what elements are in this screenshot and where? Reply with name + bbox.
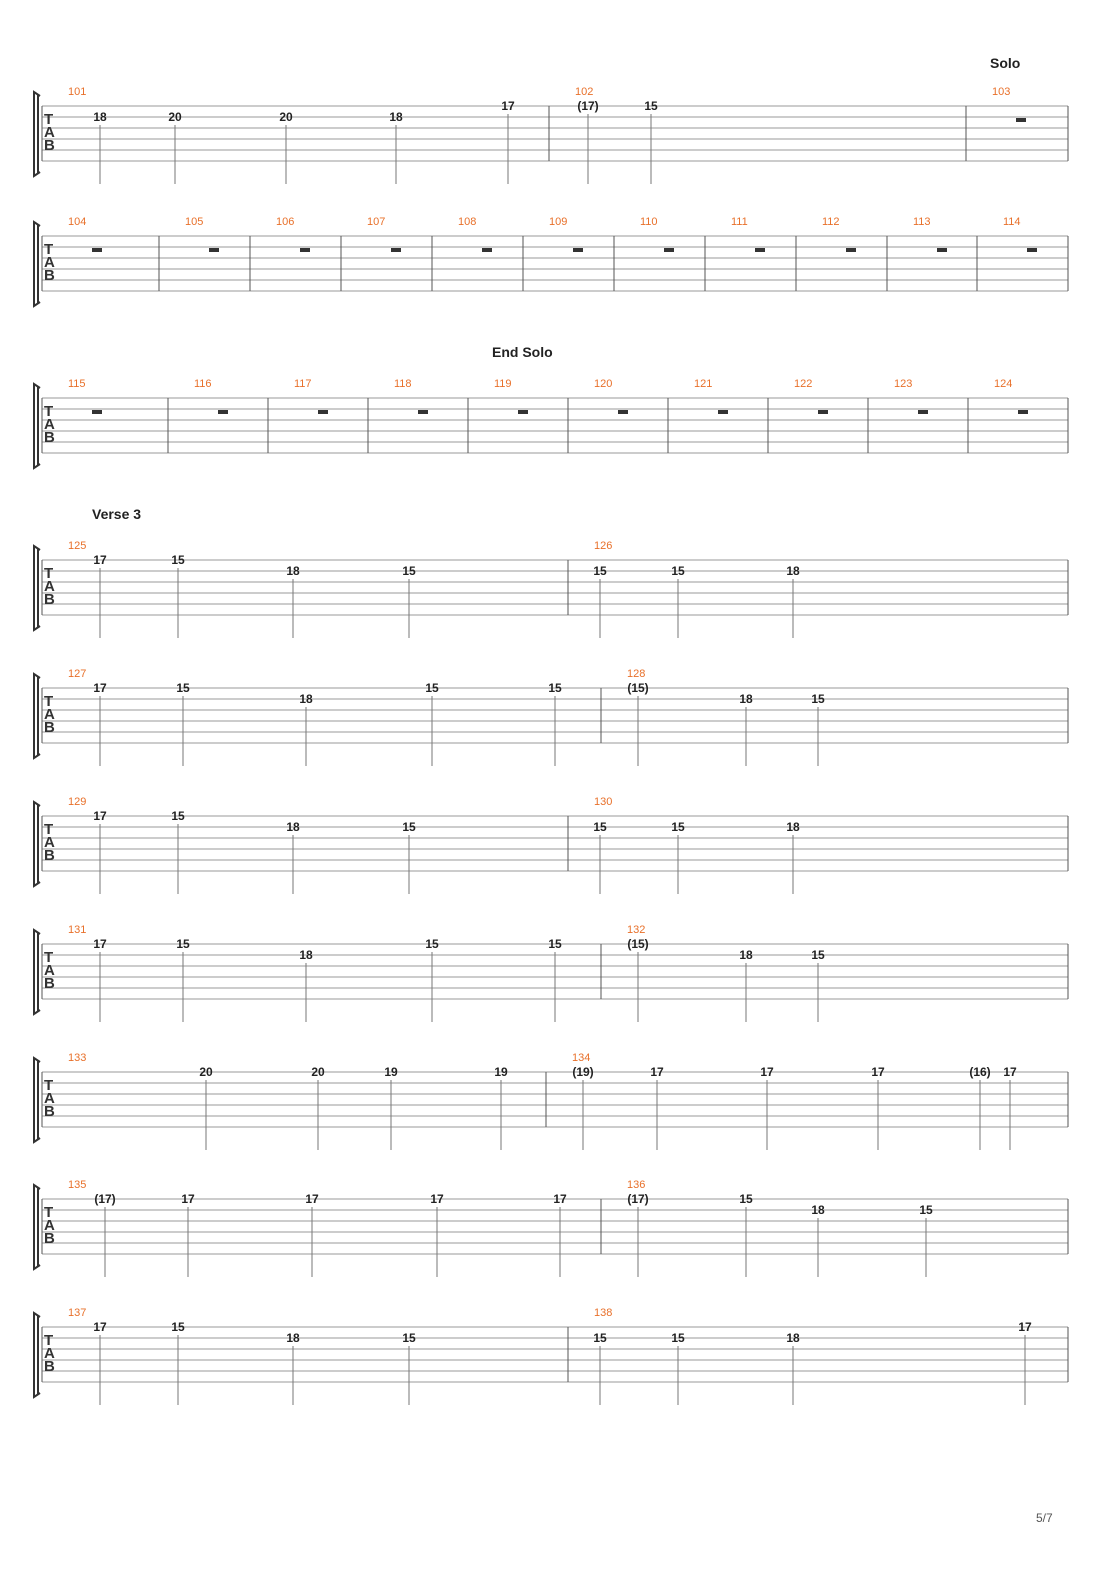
whole-rest — [755, 248, 765, 252]
fret-number: 15 — [811, 948, 825, 962]
fret-number: 17 — [760, 1065, 774, 1079]
measure-number: 118 — [394, 378, 412, 390]
fret-number: 20 — [199, 1065, 213, 1079]
page-number: 5/7 — [1036, 1511, 1053, 1525]
measure-number: 131 — [68, 924, 87, 936]
fret-number: 20 — [168, 110, 182, 124]
tab-clef-letter: A — [44, 416, 55, 433]
fret-number: 15 — [402, 1331, 416, 1345]
fret-number: (17) — [627, 1192, 649, 1206]
tab-clef-letter: T — [44, 241, 54, 258]
fret-number: 17 — [871, 1065, 885, 1079]
measure-number: 101 — [68, 86, 87, 98]
tab-system — [34, 1179, 1068, 1277]
whole-rest — [937, 248, 947, 252]
measure-number: 134 — [572, 1052, 591, 1064]
tab-clef-letter: T — [44, 693, 54, 710]
fret-number: 18 — [389, 110, 403, 124]
whole-rest — [518, 410, 528, 414]
fret-number: 15 — [425, 681, 439, 695]
tab-system — [34, 378, 1068, 468]
fret-number: 17 — [1018, 1320, 1032, 1334]
fret-number: 18 — [739, 692, 753, 706]
tab-clef-letter: B — [44, 1103, 55, 1120]
fret-number: 20 — [279, 110, 293, 124]
fret-number: 18 — [93, 110, 107, 124]
fret-number: 20 — [311, 1065, 325, 1079]
fret-number: 15 — [671, 1331, 685, 1345]
tab-system — [34, 86, 1068, 184]
fret-number: 17 — [553, 1192, 567, 1206]
fret-number: (15) — [627, 937, 649, 951]
tab-clef-letter: B — [44, 975, 55, 992]
measure-number: 105 — [185, 216, 204, 228]
fret-number: 17 — [430, 1192, 444, 1206]
fret-number: 17 — [501, 99, 515, 113]
tab-clef-letter: T — [44, 821, 54, 838]
whole-rest — [846, 248, 856, 252]
tab-clef-letter: A — [44, 578, 55, 595]
whole-rest — [209, 248, 219, 252]
whole-rest — [218, 410, 228, 414]
whole-rest — [300, 248, 310, 252]
fret-number: 15 — [811, 692, 825, 706]
tab-system — [34, 668, 1068, 766]
tab-clef-letter: A — [44, 124, 55, 141]
measure-number: 102 — [575, 86, 594, 98]
measure-number: 107 — [367, 216, 386, 228]
fret-number: 15 — [739, 1192, 753, 1206]
measure-number: 127 — [68, 668, 87, 680]
whole-rest — [1018, 410, 1028, 414]
tab-system — [34, 1307, 1068, 1405]
fret-number: 18 — [739, 948, 753, 962]
fret-number: 15 — [644, 99, 658, 113]
fret-number: 18 — [286, 1331, 300, 1345]
fret-number: 15 — [171, 553, 185, 567]
measure-number: 125 — [68, 540, 87, 552]
tab-clef-letter: B — [44, 591, 55, 608]
fret-number: 17 — [1003, 1065, 1017, 1079]
section-label: Solo — [990, 55, 1021, 71]
measure-number: 128 — [627, 668, 646, 680]
fret-number: 17 — [93, 1320, 107, 1334]
fret-number: 18 — [286, 820, 300, 834]
measure-number: 129 — [68, 796, 87, 808]
tab-clef-letter: A — [44, 706, 55, 723]
measure-number: 112 — [822, 216, 840, 228]
fret-number: 17 — [305, 1192, 319, 1206]
tab-clef-letter: T — [44, 1204, 54, 1221]
tab-clef-letter: T — [44, 111, 54, 128]
tab-clef-letter: B — [44, 1358, 55, 1375]
fret-number: 17 — [650, 1065, 664, 1079]
tab-clef-letter: T — [44, 1077, 54, 1094]
measure-number: 119 — [494, 378, 512, 390]
fret-number: 18 — [286, 564, 300, 578]
fret-number: 15 — [671, 820, 685, 834]
fret-number: 15 — [671, 564, 685, 578]
tab-clef-letter: A — [44, 1345, 55, 1362]
tab-clef-letter: T — [44, 1332, 54, 1349]
tab-clef-letter: A — [44, 962, 55, 979]
whole-rest — [618, 410, 628, 414]
measure-number: 115 — [68, 378, 86, 390]
whole-rest — [482, 248, 492, 252]
whole-rest — [664, 248, 674, 252]
fret-number: 15 — [593, 564, 607, 578]
tab-clef-letter: B — [44, 719, 55, 736]
whole-rest — [1016, 118, 1026, 122]
whole-rest — [92, 410, 102, 414]
tab-clef-letter: T — [44, 565, 54, 582]
fret-number: 17 — [93, 937, 107, 951]
measure-number: 116 — [194, 378, 212, 390]
fret-number: 15 — [171, 809, 185, 823]
whole-rest — [418, 410, 428, 414]
fret-number: 17 — [93, 553, 107, 567]
measure-number: 130 — [594, 796, 613, 808]
section-label: End Solo — [492, 344, 553, 360]
fret-number: 15 — [593, 820, 607, 834]
fret-number: 18 — [299, 692, 313, 706]
whole-rest — [318, 410, 328, 414]
measure-number: 137 — [68, 1307, 87, 1319]
fret-number: (19) — [572, 1065, 594, 1079]
tab-system — [34, 216, 1068, 306]
fret-number: 15 — [176, 937, 190, 951]
fret-number: (16) — [969, 1065, 991, 1079]
fret-number: 18 — [299, 948, 313, 962]
whole-rest — [1027, 248, 1037, 252]
fret-number: 15 — [402, 564, 416, 578]
section-label: Verse 3 — [92, 506, 142, 522]
whole-rest — [718, 410, 728, 414]
measure-number: 109 — [549, 216, 568, 228]
measure-number: 126 — [594, 540, 613, 552]
fret-number: 15 — [548, 937, 562, 951]
measure-number: 123 — [894, 378, 913, 390]
tab-clef-letter: B — [44, 137, 55, 154]
tab-system — [34, 1052, 1068, 1150]
measure-number: 106 — [276, 216, 295, 228]
measure-number: 103 — [992, 86, 1011, 98]
tab-clef-letter: A — [44, 834, 55, 851]
fret-number: 15 — [593, 1331, 607, 1345]
fret-number: 17 — [181, 1192, 195, 1206]
measure-number: 110 — [640, 216, 658, 228]
fret-number: 19 — [494, 1065, 508, 1079]
whole-rest — [92, 248, 102, 252]
measure-number: 124 — [994, 378, 1013, 390]
tab-clef-letter: B — [44, 429, 55, 446]
fret-number: (17) — [577, 99, 599, 113]
measure-number: 117 — [294, 378, 312, 390]
measure-number: 135 — [68, 1179, 87, 1191]
whole-rest — [391, 248, 401, 252]
fret-number: 15 — [548, 681, 562, 695]
measure-number: 111 — [731, 216, 748, 228]
tab-system — [34, 796, 1068, 894]
fret-number: 15 — [402, 820, 416, 834]
tab-clef-letter: A — [44, 1217, 55, 1234]
fret-number: 15 — [176, 681, 190, 695]
whole-rest — [573, 248, 583, 252]
fret-number: 15 — [425, 937, 439, 951]
fret-number: 18 — [811, 1203, 825, 1217]
fret-number: 15 — [171, 1320, 185, 1334]
fret-number: 18 — [786, 564, 800, 578]
tab-clef-letter: T — [44, 403, 54, 420]
measure-number: 104 — [68, 216, 87, 228]
tab-clef-letter: T — [44, 949, 54, 966]
fret-number: 19 — [384, 1065, 398, 1079]
measure-number: 108 — [458, 216, 477, 228]
measure-number: 132 — [627, 924, 646, 936]
fret-number: 17 — [93, 809, 107, 823]
measure-number: 120 — [594, 378, 613, 390]
fret-number: 15 — [919, 1203, 933, 1217]
fret-number: (15) — [627, 681, 649, 695]
measure-number: 138 — [594, 1307, 613, 1319]
fret-number: 17 — [93, 681, 107, 695]
tab-clef-letter: B — [44, 1230, 55, 1247]
tab-system — [34, 924, 1068, 1022]
tab-clef-letter: A — [44, 254, 55, 271]
fret-number: 18 — [786, 820, 800, 834]
measure-number: 121 — [694, 378, 713, 390]
measure-number: 113 — [913, 216, 931, 228]
tab-system — [34, 540, 1068, 638]
fret-number: 18 — [786, 1331, 800, 1345]
fret-number: (17) — [94, 1192, 116, 1206]
measure-number: 133 — [68, 1052, 87, 1064]
measure-number: 136 — [627, 1179, 646, 1191]
whole-rest — [918, 410, 928, 414]
measure-number: 122 — [794, 378, 813, 390]
tab-clef-letter: A — [44, 1090, 55, 1107]
whole-rest — [818, 410, 828, 414]
tab-clef-letter: B — [44, 267, 55, 284]
tab-clef-letter: B — [44, 847, 55, 864]
measure-number: 114 — [1003, 216, 1021, 228]
